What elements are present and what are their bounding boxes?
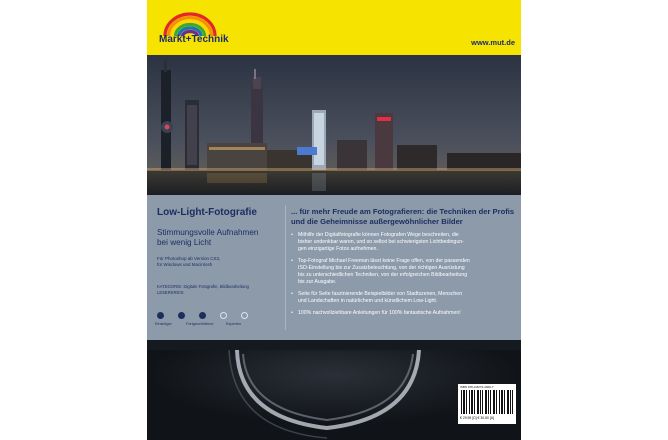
info-panel xyxy=(147,195,521,340)
bullet-line: • Mithilfe der Digitalfotografie können Fotografen Wege beschreiten, die xyxy=(298,232,459,238)
feature-bullet xyxy=(291,258,519,286)
bullet-line: • Top-Fotograf Michael Freeman lässt keine Frage offen, von der passenden xyxy=(298,258,470,264)
feature-bullet xyxy=(291,310,519,317)
reader-level-scale xyxy=(155,312,265,332)
level-label: Fortgeschrittene xyxy=(186,322,214,326)
book-subtitle xyxy=(157,228,279,248)
isbn-number: ISBN 978-3-8272-4409-7 xyxy=(460,385,494,389)
bullet-line: bisher undenkbar waren, und so selbst bei schwierigsten Lichtbedingun- xyxy=(298,239,464,245)
bullet-line: und Landschaften in natürlichem und künstlichem Low-Light. xyxy=(298,298,438,304)
bullet-line: • Seite für Seite faszinierende Beispielbilder von Stadtszenen, Menschen xyxy=(298,291,463,297)
headline-line: und die Geheimnisse außergewöhnlicher Bilder xyxy=(291,216,463,226)
features-headline xyxy=(291,207,519,226)
level-label: Einsteiger xyxy=(155,322,172,326)
publisher-url: www.mut.de xyxy=(471,38,515,47)
feature-bullet xyxy=(291,232,519,253)
level-dot xyxy=(157,312,164,319)
bullet-line: gen einzigartige Fotos aufnehmen. xyxy=(298,246,378,252)
features-column xyxy=(291,207,519,322)
category-line: KATEGORIE: Digitale Fotografie, Bildbearbeitung xyxy=(157,284,249,289)
book-subtitle-line: Stimmungsvolle Aufnahmen xyxy=(157,228,259,237)
price-label: € 29,95 [D] € 30,80 [A] xyxy=(460,416,494,420)
category-note xyxy=(157,284,279,295)
book-subtitle-line: bei wenig Licht xyxy=(157,238,212,247)
bullet-line: • 100% nachvollziehbare Anleitungen für 100% fantastische Aufnahmen! xyxy=(298,310,461,316)
publisher-logo-text: Markt+Technik xyxy=(159,34,229,45)
barcode-bars-icon xyxy=(460,390,514,414)
barcode-box xyxy=(458,384,516,424)
bullet-line: bis zu unterschiedlichen Techniken, von der erfolgreichen Bildbearbeitung xyxy=(298,272,468,278)
platform-note-line: Für Photoshop ab Version CS3, xyxy=(157,256,221,261)
level-dot xyxy=(178,312,185,319)
level-label: Experten xyxy=(226,322,242,326)
bullet-line: bis zur Ausgabe. xyxy=(298,279,337,285)
publisher-header xyxy=(147,0,521,55)
platform-note-line: für Windows und Macintosh xyxy=(157,262,213,267)
feature-bullet xyxy=(291,291,519,305)
bullet-line: ISO-Einstellung bis zur Zusatzbeleuchtung, von der richtigen Ausrüstung xyxy=(298,265,465,271)
level-dot xyxy=(220,312,227,319)
level-dot xyxy=(241,312,248,319)
platform-note xyxy=(157,256,279,268)
book-back-cover xyxy=(147,0,521,440)
readership-label: LESERKREIS: xyxy=(157,289,185,295)
level-dot xyxy=(199,312,206,319)
book-title: Low-Light-Fotografie xyxy=(157,207,257,218)
city-skyline-photo xyxy=(147,55,521,195)
book-info-column xyxy=(157,207,279,295)
column-divider xyxy=(285,205,286,330)
headline-line: ... für mehr Freude am Fotografieren: die Techniken der Profis xyxy=(291,207,515,216)
